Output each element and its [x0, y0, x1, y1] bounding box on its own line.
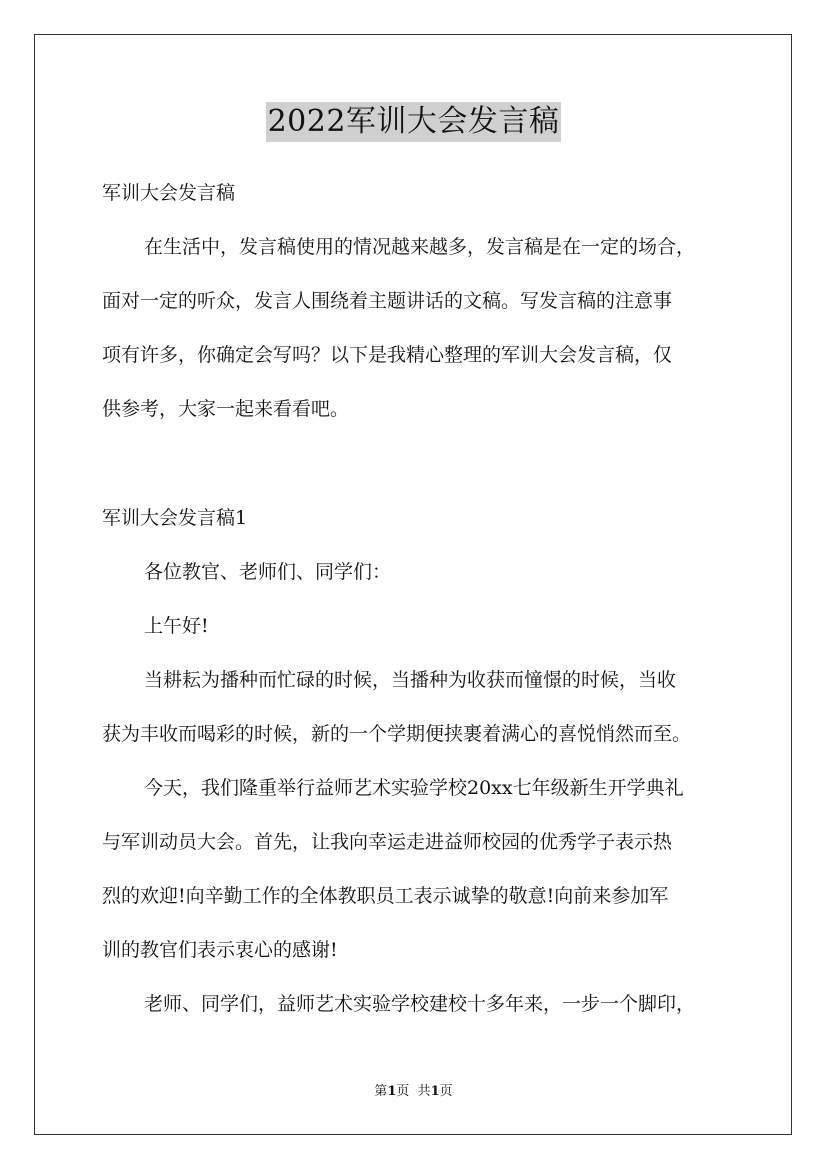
- paragraph-line: 烈的欢迎!向辛勤工作的全体教职员工表示诚挚的敬意!向前来参加军: [102, 885, 669, 907]
- title-container: [0, 102, 827, 142]
- footer-page-number: 1: [387, 1084, 397, 1099]
- page-footer: [0, 1083, 827, 1101]
- footer-suffix: 页: [439, 1084, 453, 1099]
- paragraph-line: 在生活中，发言稿使用的情况越来越多，发言稿是在一定的场合，: [144, 236, 696, 258]
- paragraph-line: 各位教官、老师们、同学们：: [144, 561, 392, 583]
- paragraph-line: 老师、同学们，益师艺术实验学校建校十多年来，一步一个脚印，: [144, 993, 696, 1015]
- paragraph-line: 与军训动员大会。首先，让我向幸运走进益师校园的优秀学子表示热: [102, 831, 673, 853]
- footer-prefix: 第: [374, 1084, 388, 1099]
- paragraph-line: 上午好!: [144, 615, 209, 637]
- paragraph-line: 训的教官们表示衷心的感谢!: [102, 939, 338, 961]
- paragraph-line: 获为丰收而喝彩的时候，新的一个学期便挟裹着满心的喜悦悄然而至。: [102, 723, 692, 745]
- paragraph-line: 供参考，大家一起来看看吧。: [102, 398, 350, 420]
- section-heading: 军训大会发言稿: [102, 182, 236, 204]
- paragraph-line: 面对一定的听众，发言人围绕着主题讲话的文稿。写发言稿的注意事: [102, 290, 673, 312]
- paragraph-line: 当耕耘为播种而忙碌的时候，当播种为收获而憧憬的时候，当收: [144, 669, 677, 691]
- paragraph-line: 项有许多，你确定会写吗？以下是我精心整理的军训大会发言稿，仅: [102, 344, 673, 366]
- footer-page-total: 1: [430, 1084, 440, 1099]
- document-title: 2022军训大会发言稿: [266, 102, 562, 142]
- section-heading: 军训大会发言稿1: [102, 507, 248, 529]
- paragraph-line: 今天，我们隆重举行益师艺术实验学校20xx七年级新生开学典礼: [144, 777, 684, 799]
- footer-mid: 页 共: [396, 1084, 431, 1099]
